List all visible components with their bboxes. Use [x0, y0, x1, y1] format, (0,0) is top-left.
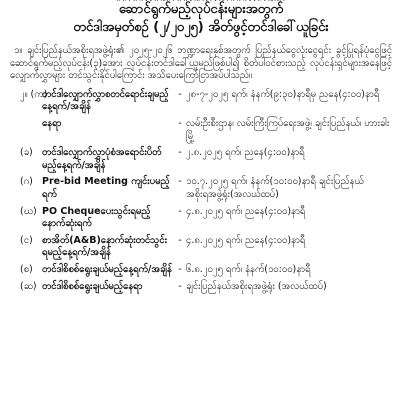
- row-dash: -: [178, 117, 182, 129]
- row-dash: -: [178, 234, 182, 246]
- row-number: (ဃ): [20, 205, 37, 217]
- schedule-row: [6, 118, 396, 143]
- row-number: (င): [20, 234, 33, 246]
- row-label: PO Chequeပေးသွင်းရမည့်နောက်ဆုံးရက်: [42, 205, 151, 230]
- row-number: (စ): [20, 263, 33, 275]
- row-value: ၄.၈.၂၀၂၅ ရက်၊ ညနေ(၄:၀၀)နာရီ: [186, 234, 306, 246]
- row-number: (ဂ): [20, 176, 33, 188]
- row-label: တင်ဒါစိစစ်ရွေးချယ်မည့်နေ့ရက်/အချိန်: [42, 263, 172, 275]
- row-number: (ဆ): [20, 280, 37, 292]
- row-value: ၂.၈.၂၀၂၅ ရက်၊ ညနေ(၄:၀၀)နာရီ: [186, 147, 305, 159]
- row-label: တင်ဒါလျှောက်လွှာစတင်ရောင်းချမည့်နေ့ရက်/အချိန်: [42, 88, 169, 113]
- row-label: စာအိတ်(A&B)နောက်ဆုံးတင်သွင်းရမည့်နေ့ရက်/အချိန်: [42, 234, 168, 259]
- row-value: ၄.၈.၂၀၂၅ ရက်၊ ညနေ(၄:၀၀)နာရီ: [186, 205, 306, 217]
- title-line-1: ဆောင်ရွက်မည့်လုပ်ငန်းများအတွက်: [118, 2, 284, 17]
- row-dash: -: [178, 280, 182, 292]
- row-label: တင်ဒါလျှောက်လွှာပုံစံအရောင်းပိတ်မည့်နေ့ရက်/အချိန်: [42, 147, 162, 171]
- row-dash: -: [178, 176, 182, 188]
- row-dash: -: [178, 147, 182, 159]
- row-label: Pre-bid Meeting ကျင်းပမည့်ရက်: [42, 176, 170, 200]
- intro-paragraph: ၁။ ချင်းပြည်နယ်အစိုးရအဖွဲ့ရုံး၏ ၂၀၂၅-၂၀၂၆ ဘဏ္ဍာရေးနှစ်အတွက် ပြည်နယ်ငွေလုံးငွေရင်း ခွင့်ပြုရန်ပုံငွေဖြင့် ဆောင်ရွက်မည့်လုပ်ငန်း(၃)ခုအား လုပ်ငန်းတင်ဒါခေါ်ယူမည်ဖြစ်ပါ၍ စိတ်ပါဝင်စားသည့် လုပ်ငန်းရှင်များအနေဖြင့် လျှောက်လွှာများ တင်သွင်းနိုင်ပါကြောင်း အသိပေးကြော်ငြာအပ်ပါသည်။: [10, 45, 392, 82]
- schedule-row: [6, 206, 396, 231]
- schedule-row: [6, 176, 396, 201]
- row-dash: -: [178, 263, 182, 275]
- row-dash: -: [178, 205, 182, 217]
- row-label: တင်ဒါစိစစ်ရွေးချယ်မည့်နေရာ: [42, 280, 143, 292]
- schedule-list: [6, 89, 396, 293]
- schedule-row: [6, 235, 396, 260]
- row-number: ၂။ (က): [20, 88, 48, 100]
- schedule-row: [6, 264, 396, 277]
- row-value: ချင်းပြည်နယ်အစိုးရအဖွဲ့ရုံး (အလယ်ထပ်): [186, 280, 327, 292]
- schedule-row: [6, 281, 396, 294]
- row-value: ၁၀.၇.၂၀၂၅ ရက်၊ နံနက်(၁၀:၀၀)နာရီ ချင်းပြည်နယ်အစိုးရအဖွဲ့ရုံး(အလယ်ထပ်): [186, 176, 364, 200]
- schedule-row: [6, 147, 396, 172]
- row-label: နေရာ: [42, 117, 62, 129]
- row-number: (ခ): [20, 147, 33, 159]
- row-value: ၆.၈.၂၀၂၅ ရက်၊ နံနက်(၁၀:၀၀)နာရီ: [186, 263, 311, 275]
- schedule-row: [6, 89, 396, 114]
- row-number: [6, 118, 42, 143]
- row-value: ၂၈-၇-၂၀၂၅ ရက်၊ နံနက်(၉:၃၀)နာရီမှ ညနေ(၄:၀၀)နာရီ: [186, 88, 380, 100]
- title-line-2: တင်ဒါအမှတ်စဉ် (၂/၂၀၂၅) အိတ်ဖွင့်တင်ဒါခေါ်ယူခြင်း: [73, 20, 329, 35]
- row-dash: -: [178, 88, 182, 100]
- row-value: လမ်းဦးစီးဌာန၊ လမ်းကြီးကြပ်ရေးအဖွဲ့၊ ချင်းပြည်နယ်၊ ဟားခါးမြို့: [186, 117, 390, 142]
